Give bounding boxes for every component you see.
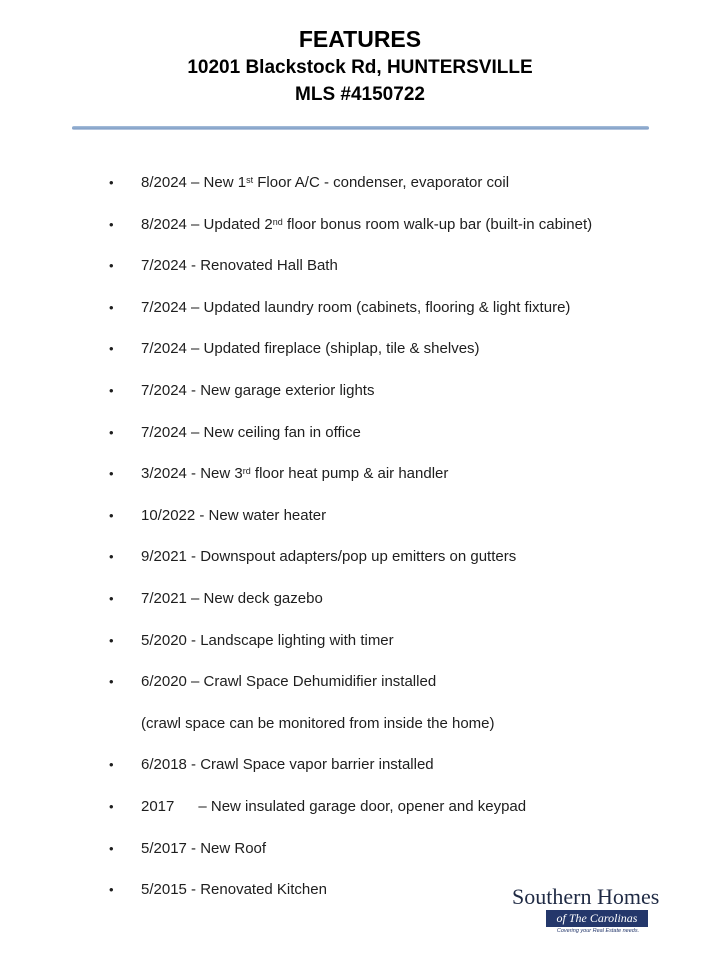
bullet-icon: • [109,382,114,398]
list-item [0,422,720,464]
list-item-text: 7/2024 - New garage exterior lights [141,381,375,399]
list-item-text-part: Floor A/C - condenser, evaporator coil [253,174,510,191]
list-item [0,796,720,838]
bullet-icon: • [109,216,114,232]
ordinal-suffix: st [246,175,254,185]
bullet-icon: • [109,175,114,190]
property-address: 10201 Blackstock Rd, HUNTERSVILLE [187,57,533,78]
list-item-text [141,172,509,194]
list-item-text: 7/2024 - Renovated Hall Bath [141,257,338,275]
list-item-text-part: – New insulated garage door, opener and keypad [198,797,527,815]
bullet-icon: • [109,341,114,357]
list-item [0,172,720,214]
page-title: FEATURES [298,26,422,52]
list-item [0,630,720,672]
list-item-text: 7/2024 – Updated laundry room (cabinets, flooring & light fixture) [141,298,571,316]
list-item [0,671,720,713]
list-item [0,754,720,796]
ordinal-suffix: rd [242,466,251,477]
company-logo [512,884,682,944]
bullet-icon: • [109,757,114,773]
list-item-text: 5/2020 - Landscape lighting with timer [141,631,394,649]
list-item [0,546,720,588]
list-item [0,588,720,630]
bullet-icon: • [109,507,114,523]
feature-list [0,172,720,921]
bullet-icon: • [109,674,114,690]
bullet-icon: • [109,299,114,315]
list-item-text [141,796,526,818]
list-item-text: 9/2021 - Downspout adapters/pop up emitters on gutters [141,548,517,566]
bullet-icon: • [109,424,114,440]
list-item-continuation [0,713,720,755]
list-item-text-part: floor heat pump & air handler [250,465,449,483]
bullet-icon: • [109,632,114,648]
list-item-text: 7/2024 – New ceiling fan in office [141,423,361,441]
header-divider [72,126,649,130]
list-item [0,338,720,380]
list-item-text-part: 3/2024 - New 3 [141,465,243,483]
list-item [0,297,720,339]
list-item-text-part: floor bonus room walk-up bar (built-in cabinet) [282,215,593,233]
list-item [0,463,720,505]
bullet-icon: • [109,840,114,856]
list-item-text: 6/2020 – Crawl Space Dehumidifier installed [141,673,437,691]
list-item-text: 10/2022 - New water heater [141,506,327,524]
list-item [0,255,720,297]
list-item-text: 5/2017 - New Roof [141,839,267,857]
list-item-text-part: 8/2024 – Updated 2 [141,215,273,233]
list-item [0,380,720,422]
logo-band: of The Carolinas [546,910,648,927]
list-item-text: 6/2018 - Crawl Space vapor barrier installed [141,756,434,774]
list-item-text: 5/2015 - Renovated Kitchen [141,881,327,899]
bullet-icon: • [109,549,114,565]
list-item-text-part: 8/2024 – New 1 [141,174,247,191]
list-item-text: (crawl space can be monitored from inside the home) [141,714,495,732]
bullet-icon: • [109,882,114,898]
logo-name: Southern Homes [512,884,660,909]
list-item [0,214,720,256]
document-header [0,24,720,108]
bullet-icon: • [109,798,114,814]
ordinal-suffix: nd [272,216,283,227]
mls-number: MLS #4150722 [295,84,425,105]
list-item [0,505,720,547]
list-item-text: 7/2021 – New deck gazebo [141,589,323,607]
bullet-icon: • [109,466,114,482]
logo-tagline: Covering your Real Estate needs. [556,928,640,934]
list-item [0,838,720,880]
list-item-text [141,214,592,236]
bullet-icon: • [109,590,114,606]
list-item-date: 2017 [141,797,175,815]
list-item-text: 7/2024 – Updated fireplace (shiplap, tile & shelves) [141,340,480,358]
list-item-text [141,463,448,485]
bullet-icon: • [109,258,114,274]
